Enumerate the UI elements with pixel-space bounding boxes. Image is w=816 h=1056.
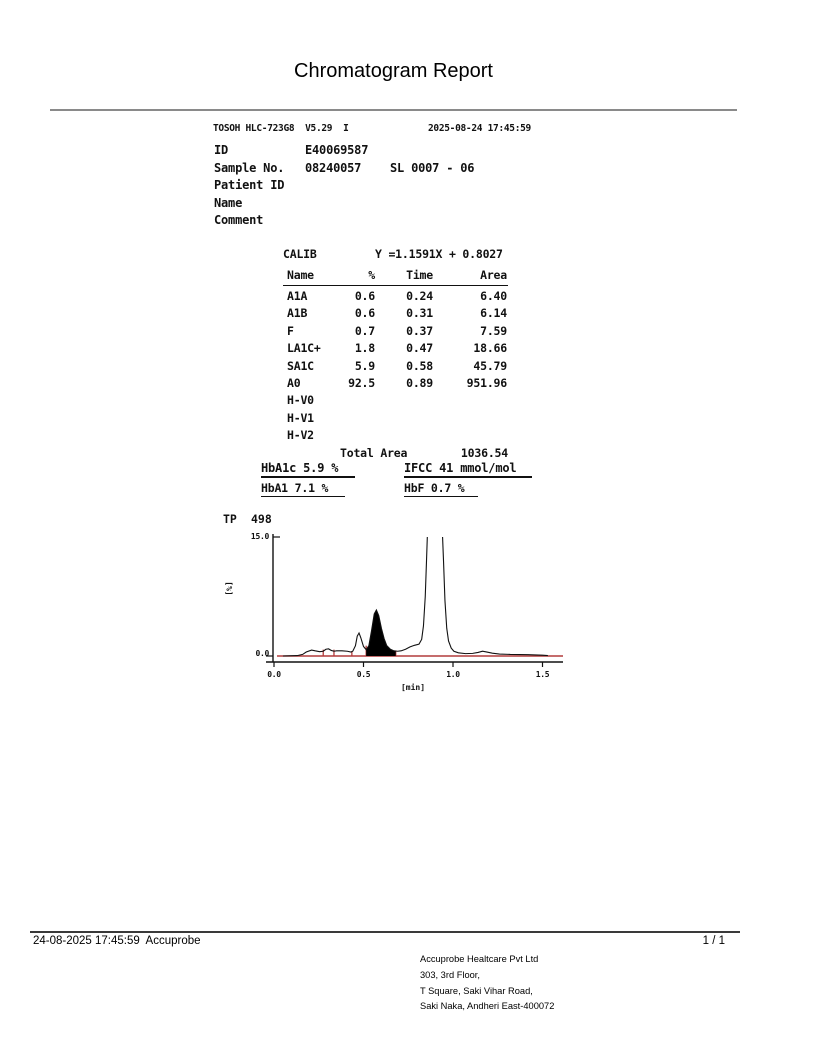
result-hbf: HbF 0.7 % bbox=[404, 481, 478, 497]
y-axis-unit-label: [%] bbox=[224, 581, 234, 596]
cell-time bbox=[375, 393, 433, 410]
cell-pct bbox=[347, 393, 375, 410]
address-line: Accuprobe Healtcare Pvt Ltd bbox=[420, 954, 539, 964]
footer-datetime-source: 24-08-2025 17:45:59 Accuprobe bbox=[33, 935, 201, 947]
cell-name: H-V1 bbox=[287, 410, 314, 425]
cell-pct bbox=[347, 411, 375, 428]
col-header-time: Time bbox=[406, 268, 433, 282]
page-title: Chromatogram Report bbox=[294, 60, 493, 82]
device-datetime: 2025-08-24 17:45:59 bbox=[428, 123, 531, 134]
cell-time: 0.89 bbox=[406, 375, 433, 390]
cell-name: H-V0 bbox=[287, 393, 314, 408]
cell-pct bbox=[347, 428, 375, 445]
table-row bbox=[283, 376, 508, 393]
page-number: 1 / 1 bbox=[702, 935, 725, 947]
x-tick-label: 0.0 bbox=[267, 670, 281, 679]
total-area-label: Total Area bbox=[340, 446, 408, 460]
calib-header-line bbox=[283, 247, 513, 261]
cell-pct: 92.5 bbox=[348, 375, 375, 390]
chromatogram-trace bbox=[283, 529, 548, 656]
cell-area: 6.14 bbox=[480, 306, 507, 321]
field-row-sample-no bbox=[0, 161, 816, 178]
y-axis-max-label: 15.0 bbox=[250, 532, 269, 541]
field-value: 08240057 bbox=[305, 160, 362, 175]
cell-area: 951.96 bbox=[466, 375, 507, 390]
col-header-name: Name bbox=[287, 268, 314, 282]
cell-area bbox=[433, 393, 507, 410]
address-line: Saki Naka, Andheri East-400072 bbox=[420, 1001, 555, 1012]
company-address bbox=[420, 952, 640, 1015]
result-hba1c: HbA1c 5.9 % bbox=[261, 461, 355, 478]
x-tick-label: 1.0 bbox=[446, 670, 460, 679]
cell-area bbox=[433, 428, 507, 445]
field-row-name bbox=[0, 196, 816, 213]
cell-name: A1A bbox=[287, 289, 308, 303]
cell-pct: 0.7 bbox=[354, 323, 375, 338]
result-hba1: HbA1 7.1 % bbox=[261, 481, 345, 497]
address-line: 303, 3rd Floor, bbox=[420, 969, 480, 980]
cell-pct: 5.9 bbox=[354, 358, 375, 373]
cell-area: 18.66 bbox=[473, 341, 507, 356]
cell-area bbox=[433, 411, 507, 428]
cell-name: A0 bbox=[287, 375, 301, 390]
cell-time bbox=[375, 428, 433, 445]
x-tick-label: 0.5 bbox=[356, 670, 371, 679]
total-area-value: 1036.54 bbox=[460, 446, 508, 460]
field-row-patient-id bbox=[0, 178, 816, 195]
y-axis-min-label: 0.0 bbox=[255, 649, 269, 658]
table-row bbox=[283, 324, 508, 341]
calib-column-headers bbox=[283, 268, 508, 286]
tp-label: TP bbox=[223, 512, 237, 526]
device-model-version: TOSOH HLC-723G8 V5.29 I bbox=[213, 123, 349, 134]
cell-name: SA1C bbox=[287, 358, 314, 373]
tp-value: 498 bbox=[251, 512, 272, 526]
chromatogram-chart bbox=[220, 508, 580, 708]
field-label: Patient ID bbox=[214, 178, 285, 192]
footer-line bbox=[33, 935, 725, 947]
total-peak-label bbox=[223, 512, 272, 526]
cell-time: 0.31 bbox=[406, 306, 433, 321]
title-divider bbox=[50, 109, 737, 111]
table-row bbox=[283, 393, 508, 410]
col-header-pct: % bbox=[368, 268, 375, 282]
table-row bbox=[283, 341, 508, 358]
table-row bbox=[283, 428, 508, 445]
table-row bbox=[283, 289, 508, 306]
cell-name: H-V2 bbox=[287, 428, 314, 443]
table-row bbox=[283, 411, 508, 428]
total-area-row bbox=[283, 446, 508, 460]
table-row bbox=[283, 306, 508, 323]
cell-pct: 0.6 bbox=[354, 306, 375, 321]
table-row bbox=[283, 359, 508, 376]
cell-area: 45.79 bbox=[473, 358, 507, 373]
x-tick-label: 1.5 bbox=[535, 670, 550, 679]
calib-rows bbox=[283, 289, 508, 446]
field-row-comment bbox=[0, 213, 816, 230]
cell-name: LA1C+ bbox=[287, 341, 321, 356]
cell-area: 7.59 bbox=[480, 323, 507, 338]
cell-time bbox=[375, 411, 433, 428]
x-axis-unit-label: [min] bbox=[400, 683, 426, 692]
cell-time: 0.47 bbox=[406, 341, 433, 356]
cell-pct: 0.6 bbox=[354, 289, 375, 303]
col-header-area: Area bbox=[480, 268, 507, 282]
field-label: Sample No. bbox=[214, 160, 285, 175]
cell-time: 0.24 bbox=[406, 289, 433, 303]
calib-equation: Y =1.1591X + 0.8027 bbox=[375, 247, 503, 261]
cell-name: A1B bbox=[287, 306, 308, 321]
cell-name: F bbox=[287, 323, 294, 338]
field-label: ID bbox=[214, 143, 229, 157]
field-value: E40069587 bbox=[305, 143, 369, 157]
calib-label: CALIB bbox=[283, 247, 317, 261]
field-row-id bbox=[0, 143, 816, 160]
footer-divider bbox=[30, 931, 740, 933]
field-extra: SL 0007 - 06 bbox=[390, 160, 475, 175]
result-ifcc: IFCC 41 mmol/mol bbox=[404, 461, 532, 478]
cell-pct: 1.8 bbox=[354, 341, 375, 356]
cell-time: 0.58 bbox=[406, 358, 433, 373]
address-line: T Square, Saki Vihar Road, bbox=[420, 985, 533, 996]
field-label: Comment bbox=[214, 213, 264, 227]
cell-area: 6.40 bbox=[480, 289, 507, 303]
cell-time: 0.37 bbox=[406, 323, 433, 338]
field-label: Name bbox=[214, 195, 243, 210]
